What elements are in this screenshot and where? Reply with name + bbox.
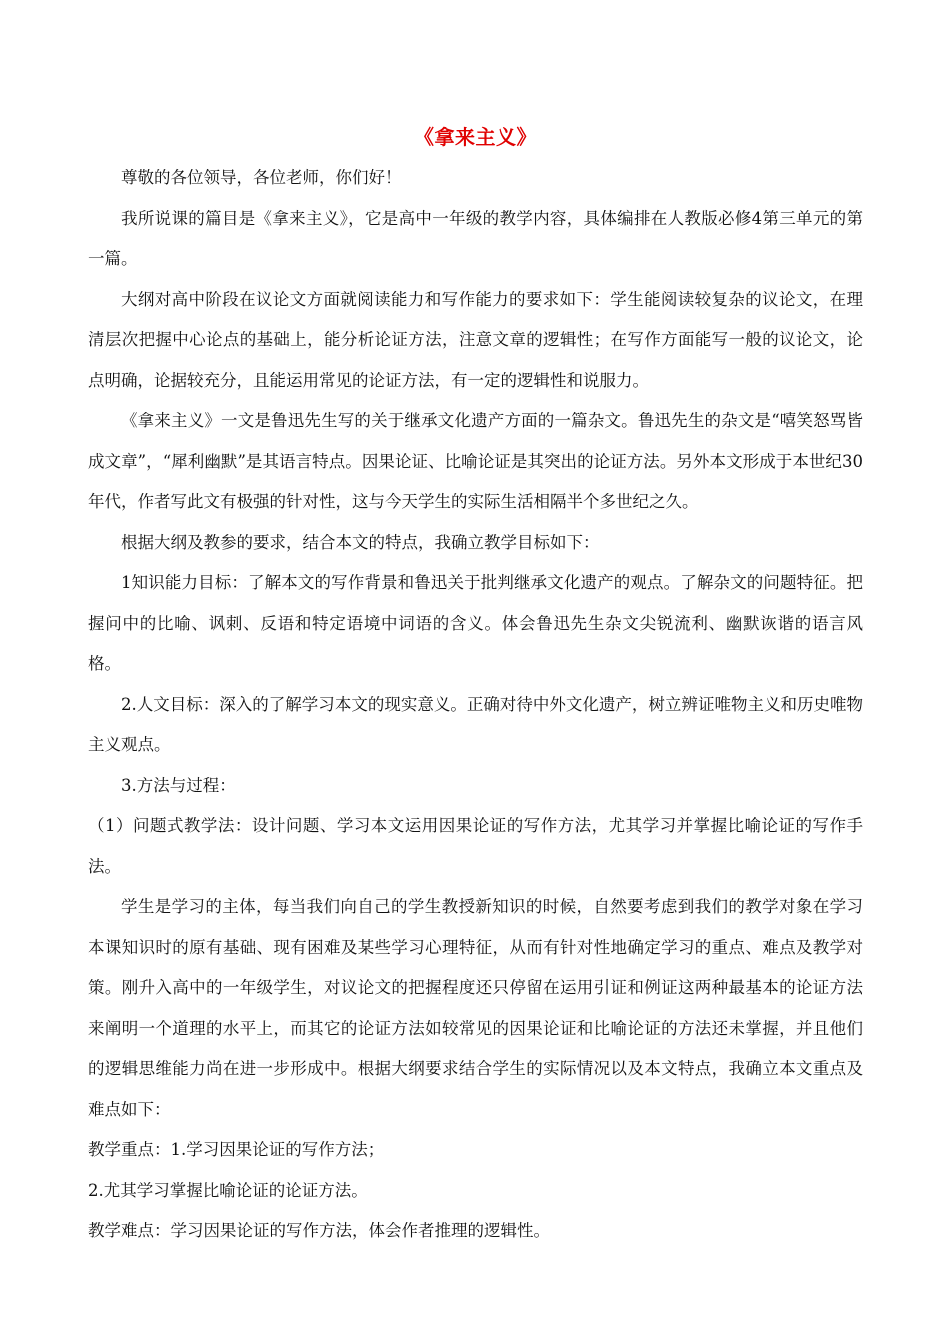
key-point-continued-paragraph: 2.尤其学习掌握比喻论证的论证方法。 <box>88 1180 368 1200</box>
humanistic-objective-paragraph: 2.人文目标：深入的了解学习本文的现实意义。正确对待中外文化遗产，树立辨证唯物主义和历史唯物主义观点。 <box>88 694 863 754</box>
course-intro-paragraph: 我所说课的篇目是《拿来主义》，它是高中一年级的教学内容，具体编排在人教版必修4第三单元的第一篇。 <box>88 208 863 268</box>
text-analysis-paragraph: 《拿来主义》一文是鲁迅先生写的关于继承文化遗产方面的一篇杂文。鲁迅先生的杂文是“嘻笑怒骂皆成文章”，“犀利幽默”是其语言特点。因果论证、比喻论证是其突出的论证方法。另外本文形成于本世纪30年代，作者写此文有极强的针对性，这与今天学生的实际生活相隔半个多世纪之久。 <box>88 411 863 511</box>
method-item-paragraph: （1）问题式教学法：设计问题、学习本文运用因果论证的写作方法，尤其学习并掌握比喻论证的写作手法。 <box>88 816 863 876</box>
syllabus-paragraph: 大纲对高中阶段在议论文方面就阅读能力和写作能力的要求如下：学生能阅读较复杂的议论文，在理清层次把握中心论点的基础上，能分析论证方法，注意文章的逻辑性；在写作方面能写一般的议论文，论点明确，论据较充分，且能运用常见的论证方法，有一定的逻辑性和说服力。 <box>88 289 863 390</box>
document-page <box>88 118 863 1252</box>
document-title: 《拿来主义》 <box>414 125 537 149</box>
greeting-paragraph: 尊敬的各位领导，各位老师，你们好！ <box>121 168 402 187</box>
key-point-paragraph: 教学重点：1.学习因果论证的写作方法； <box>88 1140 385 1159</box>
objectives-intro-paragraph: 根据大纲及教参的要求，结合本文的特点，我确立教学目标如下： <box>121 532 600 552</box>
difficulty-paragraph: 教学难点：学习因果论证的写作方法，体会作者推理的逻辑性。 <box>88 1221 550 1240</box>
method-heading-paragraph: 3.方法与过程： <box>121 775 236 795</box>
student-analysis-paragraph: 学生是学习的主体，每当我们向自己的学生教授新知识的时候，自然要考虑到我们的教学对象在学习本课知识时的原有基础、现有困难及某些学习心理特征，从而有针对性地确定学习的重点、难点及教学对策。刚升入高中的一年级学生，对议论文的把握程度还只停留在运用引证和例证这两种最基本的论证方法来阐明一个道理的水平上，而其它的论证方法如较常见的因果论证和比喻论证的方法还未掌握，并且他们的逻辑思维能力尚在进一步形成中。根据大纲要求结合学生的实际情况以及本文特点，我确立本文重点及难点如下： <box>88 897 863 1119</box>
knowledge-objective-paragraph: 1知识能力目标：了解本文的写作背景和鲁迅关于批判继承文化遗产的观点。了解杂文的问题特征。把握问中的比喻、讽刺、反语和特定语境中词语的含义。体会鲁迅先生杂文尖锐流利、幽默诙谐的语言风格。 <box>88 573 863 673</box>
